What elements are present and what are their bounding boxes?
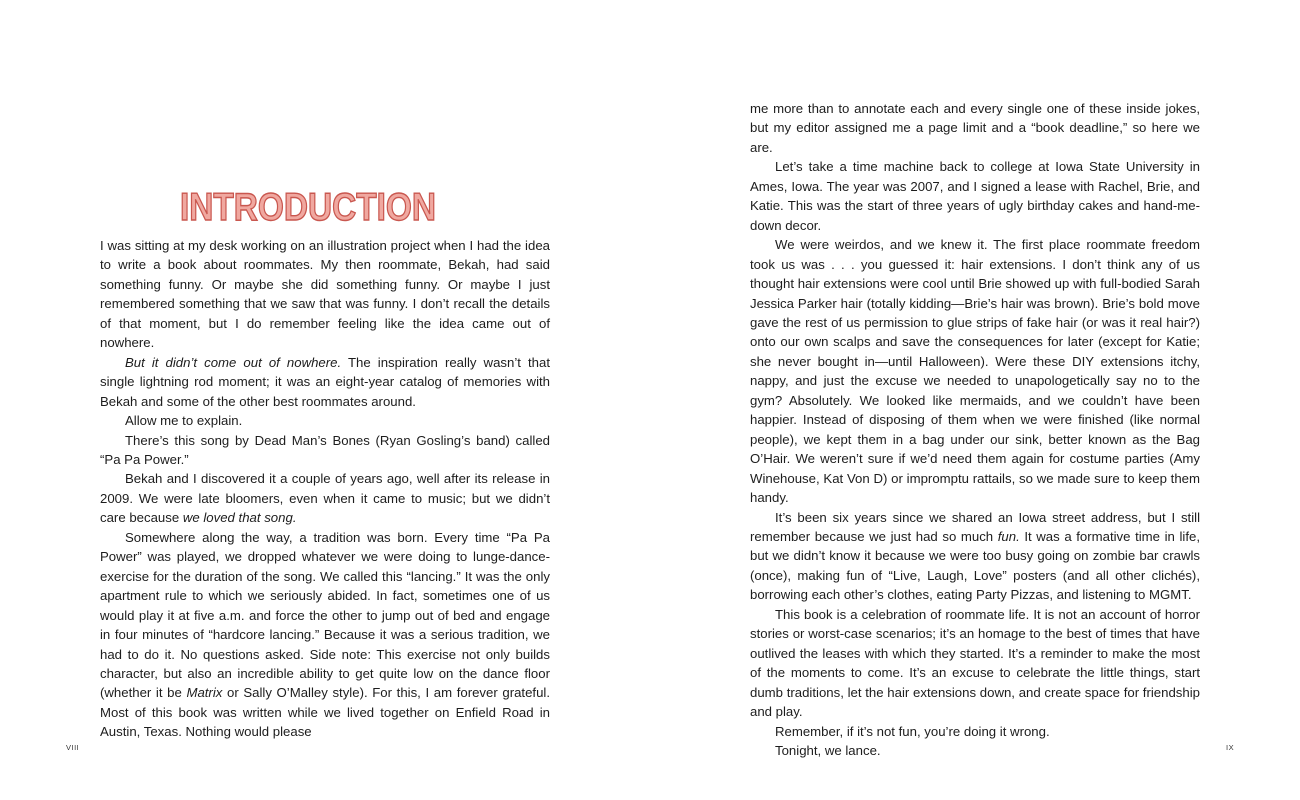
- text-run: or Sally O’Malley style). For this, I am forever grateful. Most of this book was written while we lived together on Enfield Road in Austin, Texas. Nothing would please: [100, 685, 551, 740]
- italic-text: fun.: [997, 528, 1020, 544]
- text-run: Allow me to explain.: [125, 413, 243, 429]
- chapter-title-lettering: [178, 184, 440, 229]
- text-run: We were weirdos, and we knew it. The first place roommate freedom took us was . . . you guessed it: hair extensions. I don’t think any of us thought hair extensions were cool until Brie showed up with full-bodied Sarah Jessica Parker hair (totally kidding—Brie’s hair was brown). Brie’s bold move gave the rest of us permission to glue strips of fake hair (or was it real hair?) onto our own scalps and save the consequences for later (except for Katie; she never bought in—until Halloween). Were these DIY extensions itchy, nappy, and just the excuse we needed to unapologetically say no to the gym? Absolutely. We looked like mermaids, and we couldn’t have been happier. Instead of disposing of them when we were finished (like normal people), we kept them in a bag under our sink, better known as the Bag O’Hair. We weren’t sure if we’d need them again for costume parties (Amy Winehouse, Kat Von D) or impromptu rattails, so we made sure to keep them handy.: [750, 237, 1200, 506]
- body-paragraph: [750, 605, 1200, 722]
- text-run: There’s this song by Dead Man’s Bones (Ryan Gosling’s band) called “Pa Pa Power.”: [100, 432, 550, 467]
- text-run: Tonight, we lance.: [775, 742, 881, 758]
- body-paragraph: [750, 741, 1200, 760]
- text-run: It’s been six years since we shared an Iowa street address, but I still remember because we just had so much: [750, 509, 1200, 544]
- body-paragraph: [100, 411, 550, 430]
- text-run: This book is a celebration of roommate life. It is not an account of horror stories or worst-case scenarios; it’s an homage to the best of times that have outlived the leases with which they started. It’s a reminder to make the most of the moments to come. It’s an excuse to celebrate the little things, start dumb traditions, let the hair extensions down, and create space for friendship and play.: [750, 606, 1200, 720]
- body-paragraph: [100, 469, 550, 527]
- body-paragraph: [100, 236, 550, 353]
- italic-text: But it didn’t come out of nowhere.: [125, 354, 342, 370]
- left-page-body: [100, 236, 550, 742]
- text-run: Remember, if it’s not fun, you’re doing it wrong.: [775, 723, 1050, 739]
- page-number: IX: [1226, 743, 1235, 752]
- page-number: VIII: [66, 743, 80, 752]
- text-run: The inspiration really wasn’t that single lightning rod moment; it was an eight-year catalog of memories with Bekah and some of the other best roommates around.: [100, 354, 550, 409]
- text-run: me more than to annotate each and every single one of these inside jokes, but my editor assigned me a page limit and a “book deadline,” so here we are.: [750, 101, 1200, 155]
- italic-text: we loved that song.: [182, 510, 297, 526]
- body-paragraph: [750, 99, 1200, 157]
- italic-text: Matrix: [186, 685, 223, 701]
- body-paragraph: [750, 722, 1200, 741]
- chapter-title: INTRODUCTION: [180, 186, 436, 229]
- right-page-body: [750, 99, 1200, 760]
- text-run: I was sitting at my desk working on an illustration project when I had the idea to write a book about roommates. My then roommate, Bekah, had said something funny. Or maybe she did something funny. Or maybe I just remembered something that we saw that was funny. I don’t recall the details of that moment, but I do remember feeling like the idea came out of nowhere.: [100, 238, 550, 351]
- right-page: [650, 0, 1300, 800]
- text-run: It was a formative time in life, but we didn’t know it because we were too busy going on zombie bar crawls (once), making fun of “Live, Laugh, Love” posters (and all other clichés), borrowing each other’s clothes, eating Party Pizzas, and listening to MGMT.: [750, 528, 1200, 603]
- body-paragraph: [750, 235, 1200, 507]
- text-run: Bekah and I discovered it a couple of years ago, well after its release in 2009. We were late bloomers, even when it came to music; but we didn’t care because: [100, 471, 550, 526]
- body-paragraph: [750, 508, 1200, 605]
- body-paragraph: [100, 431, 550, 470]
- body-paragraph: [100, 528, 550, 742]
- text-run: Let’s take a time machine back to college at Iowa State University in Ames, Iowa. The year was 2007, and I signed a lease with Rachel, Brie, and Katie. This was the start of three years of ugly birthday cakes and hand-me-down decor.: [750, 159, 1200, 233]
- text-run: Somewhere along the way, a tradition was born. Every time “Pa Pa Power” was played, we dropped whatever we were doing to lunge-dance-exercise for the duration of the song. We called this “lancing.” It was the only apartment rule to which we seriously abided. In fact, sometimes one of us would play it at five a.m. and force the other to jump out of bed and engage in four minutes of “hardcore lancing.” Because it was a serious tradition, we had to do it. No questions asked. Side note: This exercise not only builds character, but also an incredible ability to get quite low on the dance floor (whether it be: [100, 529, 550, 701]
- body-paragraph: [750, 157, 1200, 235]
- body-paragraph: [100, 353, 550, 411]
